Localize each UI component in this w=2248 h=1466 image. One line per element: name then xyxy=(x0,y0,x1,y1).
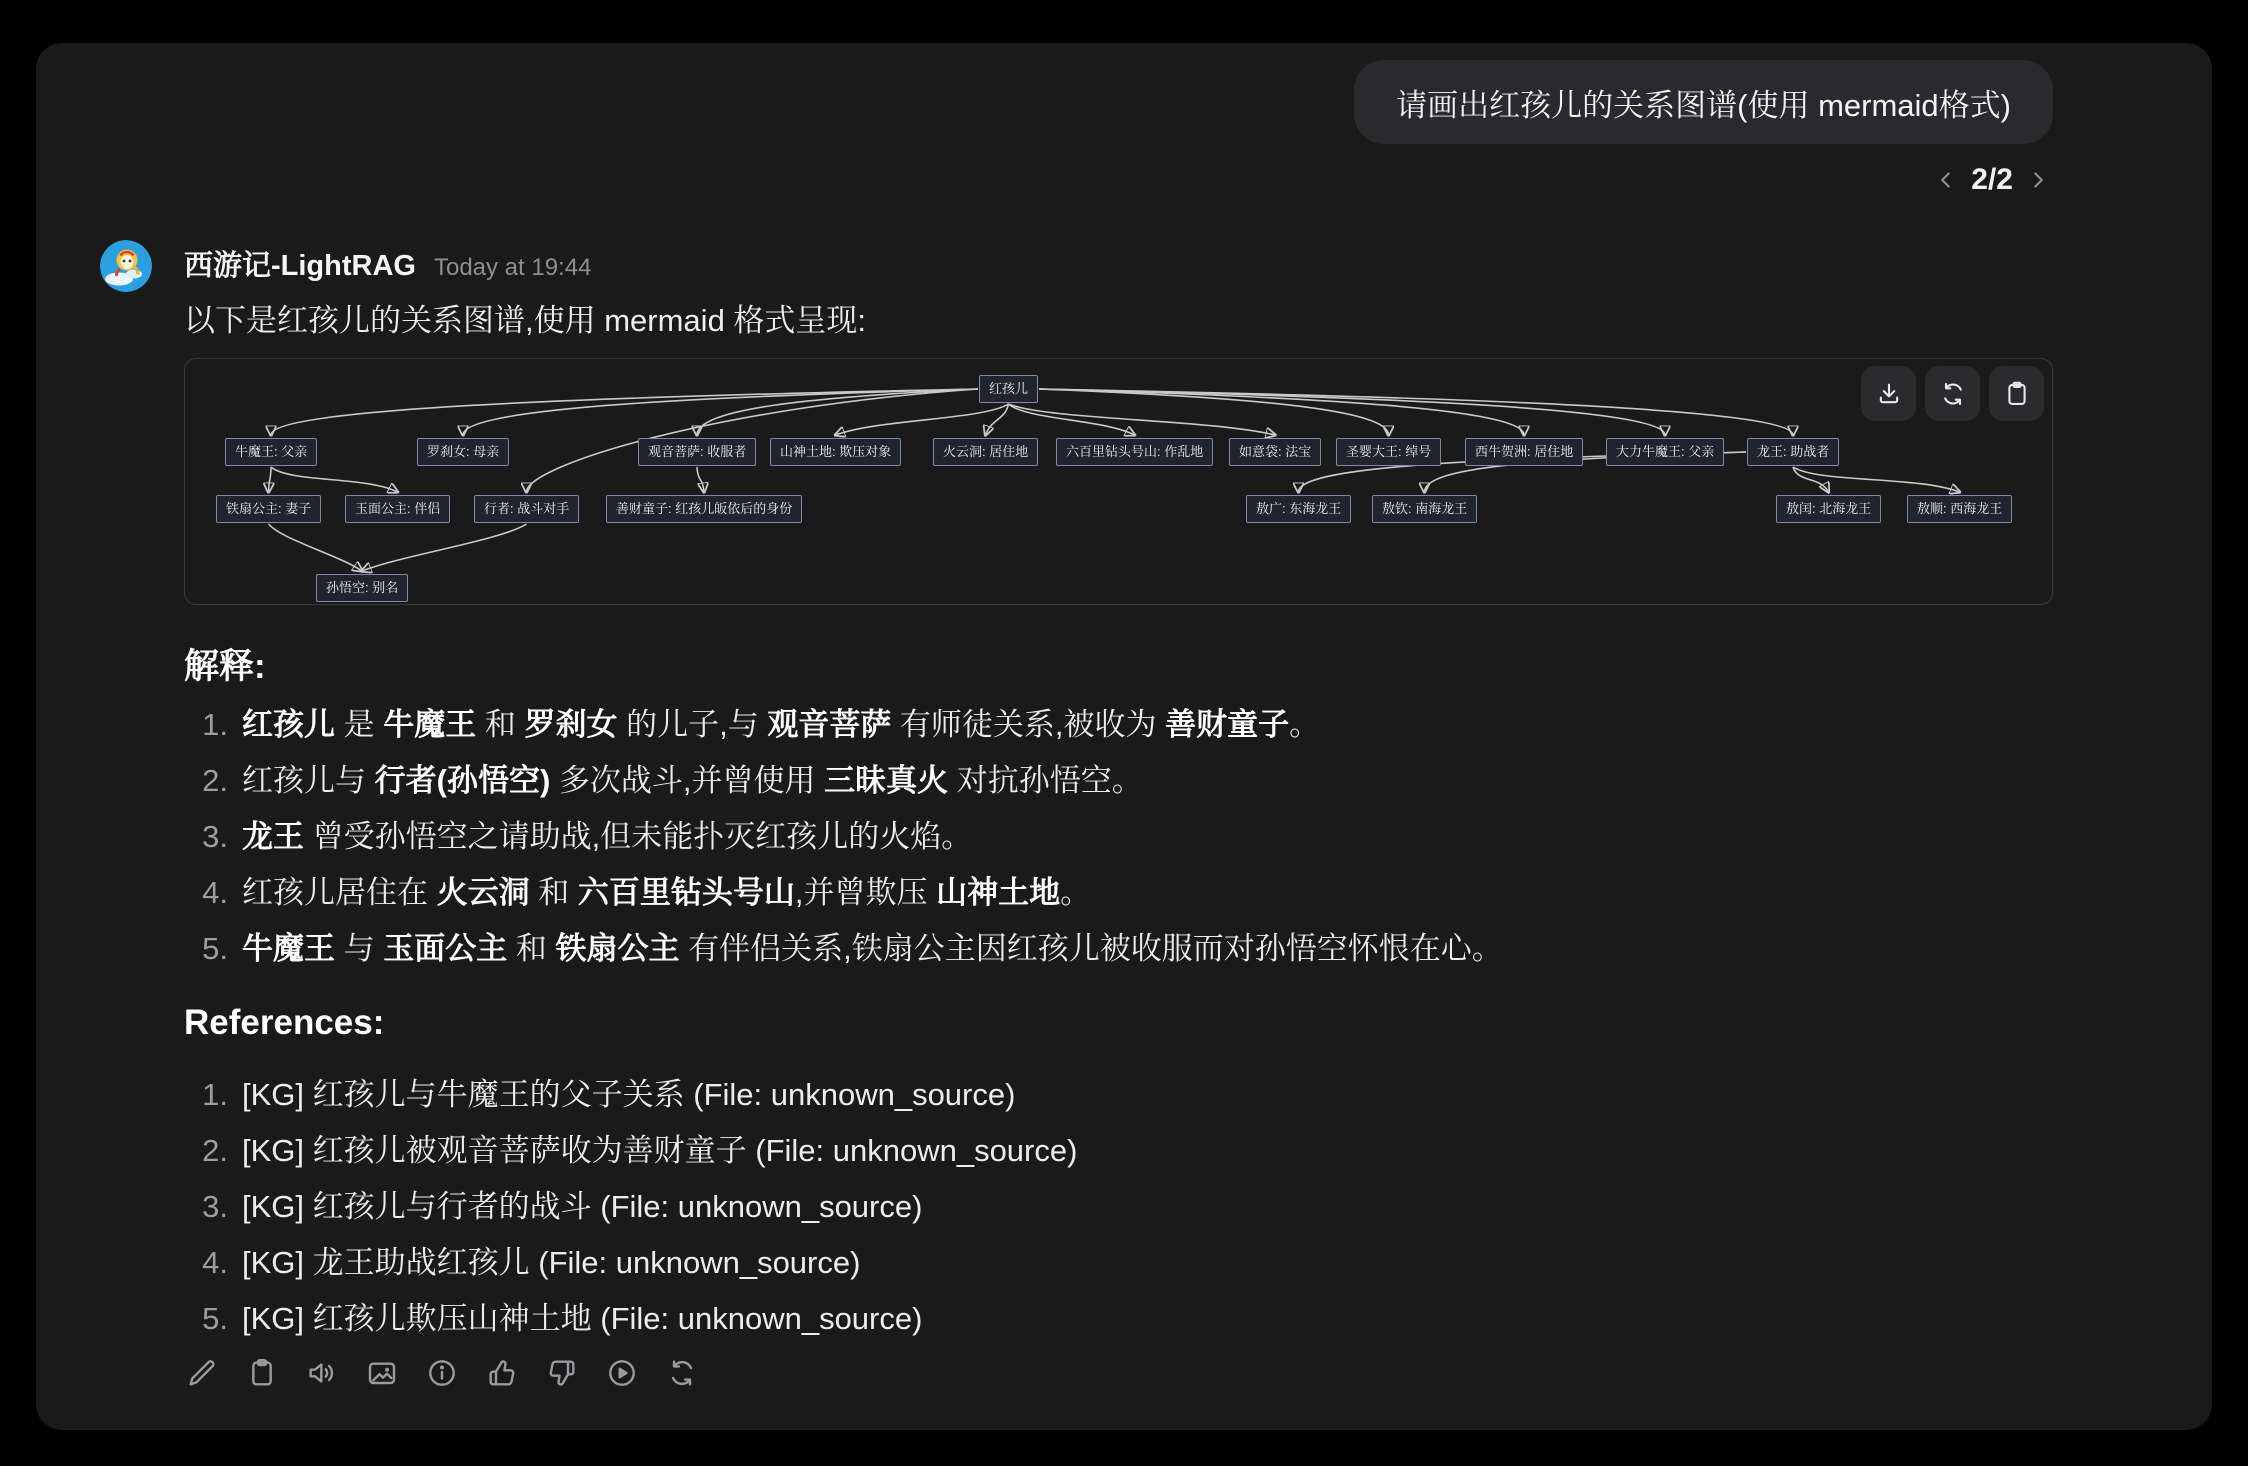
play-circle-icon xyxy=(606,1357,638,1389)
diagram-node-shancai[interactable]: 善财童子: 红孩儿皈依后的身份 xyxy=(606,495,802,523)
diagram-node-niumowang[interactable]: 牛魔王: 父亲 xyxy=(225,438,317,466)
diagram-node-huoyundong[interactable]: 火云洞: 居住地 xyxy=(933,438,1038,466)
read-aloud-button[interactable] xyxy=(306,1356,340,1390)
thumbs-down-icon xyxy=(546,1357,578,1389)
list-number: 5. xyxy=(202,931,228,966)
assistant-name: 西游记-LightRAG xyxy=(184,250,416,282)
explanation-item xyxy=(184,705,1984,745)
assistant-avatar[interactable] xyxy=(100,240,152,292)
diagram-refresh-button[interactable] xyxy=(1925,366,1980,421)
references-list xyxy=(184,1075,1984,1355)
diagram-node-xiniuhezhou[interactable]: 西牛贺洲: 居住地 xyxy=(1465,438,1583,466)
diagram-node-dali[interactable]: 大力牛魔王: 父亲 xyxy=(1606,438,1724,466)
diagram-copy-button[interactable] xyxy=(1989,366,2044,421)
list-number: 2. xyxy=(202,1133,228,1168)
diagram-node-luochanu[interactable]: 罗刹女: 母亲 xyxy=(417,438,509,466)
reference-item xyxy=(184,1243,1984,1283)
reference-item-text: [KG] 红孩儿与牛魔王的父子关系 (File: unknown_source) xyxy=(242,1077,1016,1112)
mermaid-diagram xyxy=(184,358,2053,605)
diagram-node-tieshan[interactable]: 铁扇公主: 妻子 xyxy=(216,495,321,523)
diagram-node-shanshen[interactable]: 山神土地: 欺压对象 xyxy=(770,438,901,466)
list-number: 3. xyxy=(202,819,228,854)
diagram-node-aoguang[interactable]: 敖广: 东海龙王 xyxy=(1246,495,1351,523)
explanation-item-text: 龙王 曾受孙悟空之请助战,但未能扑灭红孩儿的火焰。 xyxy=(242,819,973,854)
reference-item xyxy=(184,1075,1984,1115)
explanation-item xyxy=(184,761,1984,801)
message-pager xyxy=(1931,163,2053,197)
reference-item xyxy=(184,1299,1984,1339)
next-message-button[interactable] xyxy=(2023,163,2053,197)
explanation-item-text: 牛魔王 与 玉面公主 和 铁扇公主 有伴侣关系,铁扇公主因红孩儿被收服而对孙悟空怀恨在心。 xyxy=(242,931,1503,966)
reference-item-text: [KG] 红孩儿与行者的战斗 (File: unknown_source) xyxy=(242,1189,923,1224)
download-icon xyxy=(1875,380,1903,408)
user-message-text: 请画出红孩儿的关系图谱(使用 mermaid格式) xyxy=(1396,87,2011,123)
list-number: 4. xyxy=(202,1245,228,1280)
diagram-download-button[interactable] xyxy=(1861,366,1916,421)
references-heading: References: xyxy=(184,1003,385,1042)
assistant-intro-text: 以下是红孩儿的关系图谱,使用 mermaid 格式呈现: xyxy=(184,303,867,338)
explanation-item xyxy=(184,873,1984,913)
diagram-node-aoshun[interactable]: 敖顺: 西海龙王 xyxy=(1907,495,2012,523)
like-button[interactable] xyxy=(486,1356,520,1390)
assistant-message-header xyxy=(184,243,591,284)
play-button[interactable] xyxy=(606,1356,640,1390)
list-number: 5. xyxy=(202,1301,228,1336)
explanation-item-text: 红孩儿 是 牛魔王 和 罗刹女 的儿子,与 观音菩萨 有师徒关系,被收为 善财童子。 xyxy=(242,707,1321,742)
list-number: 1. xyxy=(202,707,228,742)
explanation-item-text: 红孩儿居住在 火云洞 和 六百里钻头号山,并曾欺压 山神土地。 xyxy=(242,875,1092,910)
user-message-bubble xyxy=(1354,60,2053,144)
reference-item-text: [KG] 龙王助战红孩儿 (File: unknown_source) xyxy=(242,1245,861,1280)
explanation-heading: 解释: xyxy=(184,647,266,686)
diagram-node-longwang[interactable]: 龙王: 助战者 xyxy=(1747,438,1839,466)
reference-item xyxy=(184,1187,1984,1227)
speaker-icon xyxy=(306,1357,338,1389)
chat-panel xyxy=(36,43,2212,1430)
diagram-node-layer xyxy=(185,359,2052,604)
regenerate-icon xyxy=(666,1357,698,1389)
chevron-left-icon xyxy=(1933,167,1959,193)
view-image-button[interactable] xyxy=(366,1356,400,1390)
diagram-node-yumian[interactable]: 玉面公主: 伴侣 xyxy=(345,495,450,523)
diagram-node-aoqin[interactable]: 敖钦: 南海龙王 xyxy=(1372,495,1477,523)
reference-item xyxy=(184,1131,1984,1171)
message-timestamp: Today at 19:44 xyxy=(433,254,592,281)
diagram-node-shengying[interactable]: 圣婴大王: 绰号 xyxy=(1336,438,1441,466)
pager-label: 2/2 xyxy=(1971,163,2013,196)
refresh-icon xyxy=(1939,380,1967,408)
diagram-node-honghaier[interactable]: 红孩儿 xyxy=(979,375,1038,403)
clipboard-icon xyxy=(246,1357,278,1389)
list-number: 3. xyxy=(202,1189,228,1224)
explanation-item xyxy=(184,817,1984,857)
edit-button[interactable] xyxy=(186,1356,220,1390)
reference-item-text: [KG] 红孩儿被观音菩萨收为善财童子 (File: unknown_source) xyxy=(242,1133,1078,1168)
dislike-button[interactable] xyxy=(546,1356,580,1390)
explanation-item-text: 红孩儿与 行者(孙悟空) 多次战斗,并曾使用 三昧真火 对抗孙悟空。 xyxy=(242,763,1143,798)
reference-item-text: [KG] 红孩儿欺压山神土地 (File: unknown_source) xyxy=(242,1301,923,1336)
regenerate-button[interactable] xyxy=(666,1356,700,1390)
info-button[interactable] xyxy=(426,1356,460,1390)
explanation-item xyxy=(184,929,1984,969)
list-number: 2. xyxy=(202,763,228,798)
pencil-icon xyxy=(186,1357,218,1389)
explanation-list xyxy=(184,705,1984,985)
list-number: 4. xyxy=(202,875,228,910)
list-number: 1. xyxy=(202,1077,228,1112)
thumbs-up-icon xyxy=(486,1357,518,1389)
chevron-right-icon xyxy=(2025,167,2051,193)
monkey-king-avatar-icon xyxy=(100,240,152,292)
diagram-node-ruyidai[interactable]: 如意袋: 法宝 xyxy=(1229,438,1321,466)
info-icon xyxy=(426,1357,458,1389)
diagram-node-xingzhe[interactable]: 行者: 战斗对手 xyxy=(474,495,579,523)
diagram-toolbar xyxy=(1861,366,2044,421)
copy-button[interactable] xyxy=(246,1356,280,1390)
diagram-node-guanyin[interactable]: 观音菩萨: 收服者 xyxy=(638,438,756,466)
message-actions xyxy=(186,1356,700,1390)
image-icon xyxy=(366,1357,398,1389)
diagram-node-sunwukong[interactable]: 孙悟空: 别名 xyxy=(316,574,408,602)
prev-message-button[interactable] xyxy=(1931,163,1961,197)
diagram-node-liubaili[interactable]: 六百里钻头号山: 作乱地 xyxy=(1056,438,1213,466)
diagram-node-aorun[interactable]: 敖闰: 北海龙王 xyxy=(1776,495,1881,523)
clipboard-icon xyxy=(2003,380,2031,408)
